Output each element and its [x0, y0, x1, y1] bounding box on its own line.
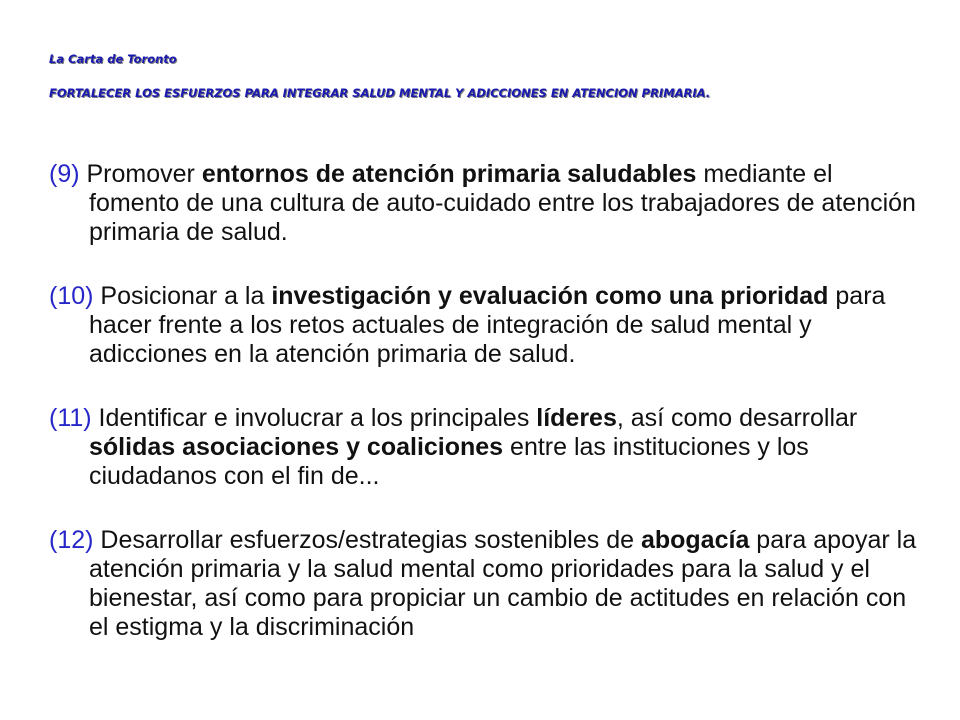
item-text: , así como desarrollar: [616, 404, 858, 432]
item-emphasis: líderes: [536, 404, 617, 432]
slide-header: [49, 52, 710, 100]
item-text: Promover: [79, 160, 202, 188]
item-text: Identificar e involucrar a los principales: [91, 404, 537, 432]
item-emphasis: entornos de atención primaria saludables: [201, 160, 697, 188]
item-text: mediante el fomento de una cultura de auto-cuidado entre los trabajadores de atención primaria de salud.: [89, 160, 916, 246]
item-text: para hacer frente a los retos actuales de integración de salud mental y adicciones en la atención primaria de salud.: [89, 282, 886, 368]
recommendation-item-9: [49, 160, 929, 247]
item-text: para apoyar la atención primaria y la salud mental como prioridades para la salud y el bienestar, así como para propiciar un cambio de actitudes en relación con el estigma y la discriminación: [89, 526, 917, 641]
item-number: (10): [49, 282, 94, 310]
recommendation-item-10: [49, 282, 929, 369]
item-number: (9): [49, 160, 80, 188]
slide-subtitle: FORTALECER LOS ESFUERZOS PARA INTEGRAR SALUD MENTAL Y ADICCIONES EN ATENCION PRIMARIA.: [49, 86, 711, 100]
item-number: (12): [49, 526, 94, 554]
item-emphasis: investigación y evaluación como una prioridad: [271, 282, 829, 310]
recommendation-item-12: [49, 526, 929, 642]
recommendation-item-11: [49, 404, 929, 491]
item-text: entre las instituciones y los ciudadanos con el fin de...: [89, 433, 809, 490]
item-text: Posicionar a la: [93, 282, 272, 310]
slide-title: La Carta de Toronto: [49, 52, 177, 66]
recommendations-list: [49, 160, 929, 677]
item-emphasis: sólidas asociaciones y coaliciones: [89, 433, 504, 461]
item-text: Desarrollar esfuerzos/estrategias sostenibles de: [93, 526, 641, 554]
item-number: (11): [49, 404, 92, 432]
item-emphasis: abogacía: [640, 526, 750, 554]
